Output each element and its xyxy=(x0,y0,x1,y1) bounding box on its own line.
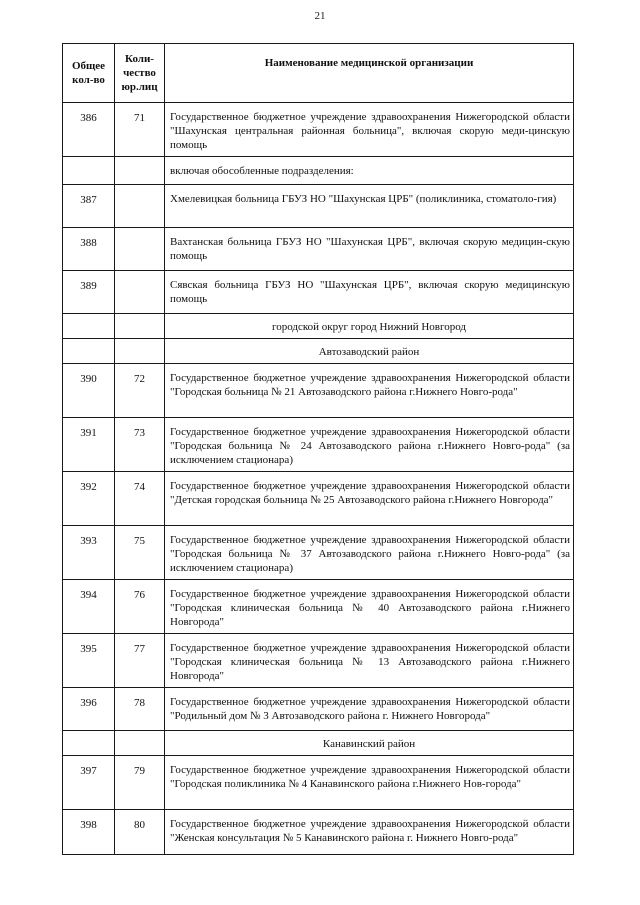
cell-count: 71 xyxy=(115,103,165,157)
cell-count: 75 xyxy=(115,526,165,580)
header-count: Коли-чество юр.лиц xyxy=(115,44,165,103)
cell-name: Государственное бюджетное учреждение здравоохранения Нижегородской области "Женская консультация № 5 Канавинского района г. Нижнего Новго-рода" xyxy=(165,810,574,855)
cell-count xyxy=(115,228,165,271)
table-row xyxy=(63,228,574,271)
cell-count: 79 xyxy=(115,756,165,810)
cell-name: Хмелевицкая больница ГБУЗ НО "Шахунская ЦРБ" (поликлиника, стоматоло-гия) xyxy=(165,185,574,228)
cell-total: 389 xyxy=(63,271,115,314)
cell-total: 388 xyxy=(63,228,115,271)
cell-count: 78 xyxy=(115,688,165,731)
table-row xyxy=(63,472,574,526)
table-row xyxy=(63,418,574,472)
cell-name: Государственное бюджетное учреждение здравоохранения Нижегородской области "Городская клиническая больница № 40 Автозаводского района г.Нижнего Новгорода" xyxy=(165,580,574,634)
cell-count xyxy=(115,731,165,756)
cell-total: 397 xyxy=(63,756,115,810)
cell-total: 398 xyxy=(63,810,115,855)
cell-name: Государственное бюджетное учреждение здравоохранения Нижегородской области "Городская клиническая больница № 13 Автозаводского района г.Нижнего Новгорода" xyxy=(165,634,574,688)
page-number: 21 xyxy=(314,10,326,22)
cell-name: Государственное бюджетное учреждение здравоохранения Нижегородской области "Городская поликлиника № 4 Канавинского района г.Нижнего Нов-города" xyxy=(165,756,574,810)
cell-total xyxy=(63,339,115,364)
medical-organizations-table xyxy=(62,43,574,855)
cell-name: Государственное бюджетное учреждение здравоохранения Нижегородской области "Городская больница № 37 Автозаводского района г.Нижнего Новго-рода" (за исключением стационара) xyxy=(165,526,574,580)
cell-total: 395 xyxy=(63,634,115,688)
cell-total xyxy=(63,314,115,339)
table-row xyxy=(63,756,574,810)
table-row xyxy=(63,634,574,688)
cell-count: 73 xyxy=(115,418,165,472)
cell-total: 391 xyxy=(63,418,115,472)
header-name: Наименование медицинской организации xyxy=(165,44,574,103)
table-header-row xyxy=(63,44,574,103)
cell-count: 74 xyxy=(115,472,165,526)
cell-count xyxy=(115,185,165,228)
table-row xyxy=(63,810,574,855)
table-row xyxy=(63,688,574,731)
section-row xyxy=(63,339,574,364)
table-row xyxy=(63,526,574,580)
cell-name: Сявская больница ГБУЗ НО "Шахунская ЦРБ", включая скорую медицинскую помощь xyxy=(165,271,574,314)
section-heading: Автозаводский район xyxy=(165,339,574,364)
cell-name: Государственное бюджетное учреждение здравоохранения Нижегородской области "Шахунская центральная районная больница", включая скорую меди-цинскую помощь xyxy=(165,103,574,157)
table-row xyxy=(63,580,574,634)
cell-total: 394 xyxy=(63,580,115,634)
cell-total xyxy=(63,157,115,185)
cell-name: Государственное бюджетное учреждение здравоохранения Нижегородской области "Родильный дом № 3 Автозаводского района г. Нижнего Новгорода" xyxy=(165,688,574,731)
cell-count: 77 xyxy=(115,634,165,688)
table-row xyxy=(63,157,574,185)
table-row xyxy=(63,271,574,314)
cell-name: Государственное бюджетное учреждение здравоохранения Нижегородской области "Городская больница № 21 Автозаводского района г.Нижнего Новго-рода" xyxy=(165,364,574,418)
cell-total: 387 xyxy=(63,185,115,228)
cell-count xyxy=(115,157,165,185)
cell-name: Государственное бюджетное учреждение здравоохранения Нижегородской области "Городская больница № 24 Автозаводского района г.Нижнего Новго-рода" (за исключением стационара) xyxy=(165,418,574,472)
cell-name: Государственное бюджетное учреждение здравоохранения Нижегородской области "Детская городская больница № 25 Автозаводского района г.Нижнего Новгорода" xyxy=(165,472,574,526)
cell-total: 393 xyxy=(63,526,115,580)
table-row xyxy=(63,185,574,228)
cell-total: 390 xyxy=(63,364,115,418)
cell-count xyxy=(115,271,165,314)
cell-count: 80 xyxy=(115,810,165,855)
cell-count xyxy=(115,339,165,364)
header-total: Общее кол-во xyxy=(63,44,115,103)
cell-count: 72 xyxy=(115,364,165,418)
cell-name: Вахтанская больница ГБУЗ НО "Шахунская ЦРБ", включая скорую медицин-скую помощь xyxy=(165,228,574,271)
section-row xyxy=(63,731,574,756)
cell-count: 76 xyxy=(115,580,165,634)
cell-total: 392 xyxy=(63,472,115,526)
table-row xyxy=(63,103,574,157)
cell-total: 396 xyxy=(63,688,115,731)
section-heading: городской округ город Нижний Новгород xyxy=(165,314,574,339)
table-row xyxy=(63,364,574,418)
cell-total xyxy=(63,731,115,756)
section-row xyxy=(63,314,574,339)
cell-name: включая обособленные подразделения: xyxy=(165,157,574,185)
cell-total: 386 xyxy=(63,103,115,157)
cell-count xyxy=(115,314,165,339)
section-heading: Канавинский район xyxy=(165,731,574,756)
